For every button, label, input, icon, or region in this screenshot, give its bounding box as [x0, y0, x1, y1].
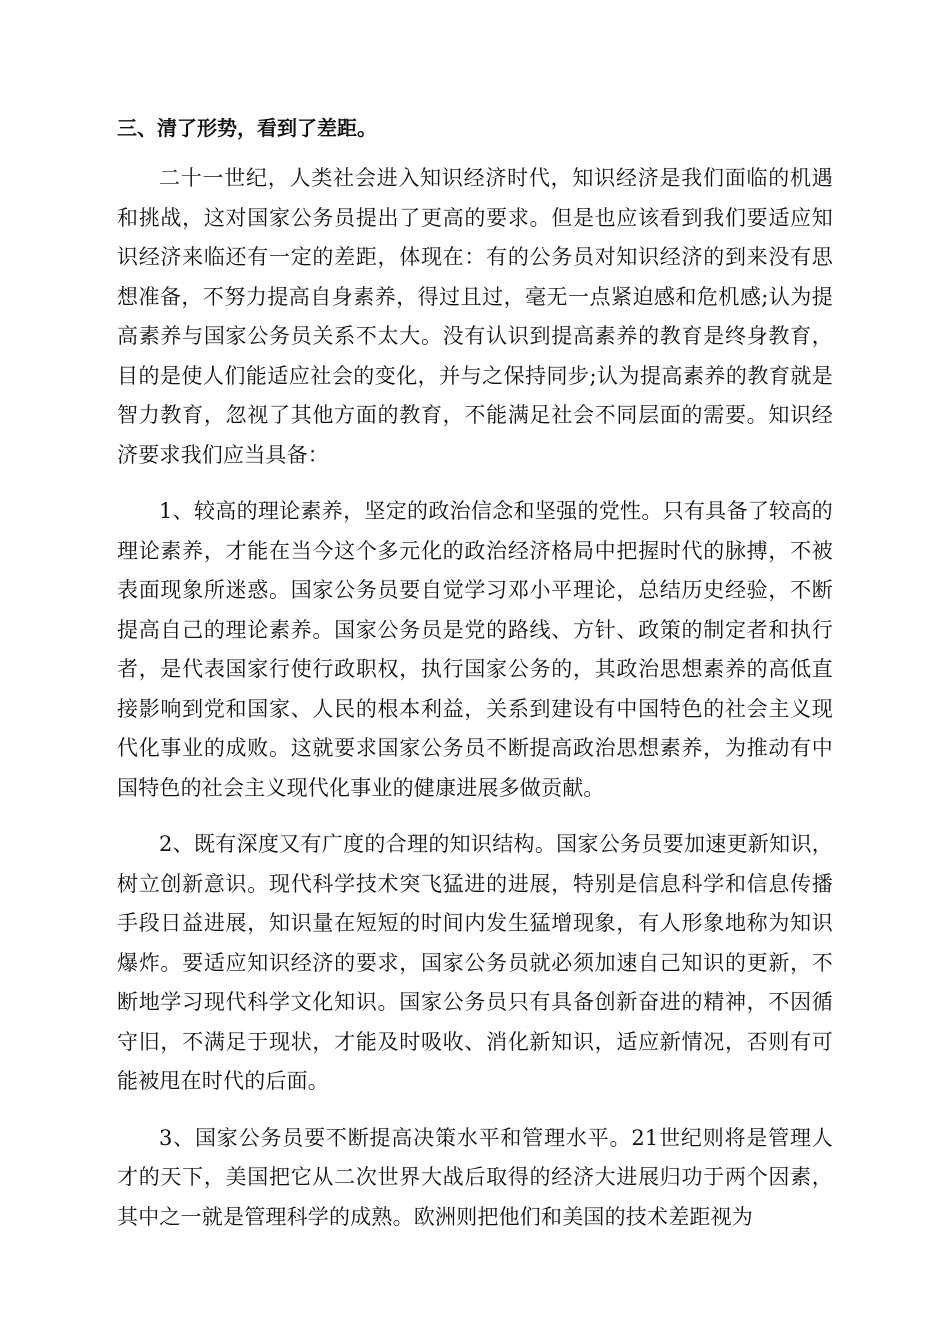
- paragraph-point-1: 1、较高的理论素养，坚定的政治信念和坚强的党性。只有具备了较高的理论素养，才能在当今这个多元化的政治经济格局中把握时代的脉搏，不被表面现象所迷惑。国家公务员要自觉学习邓小平理论，总结历史经验，不断提高自己的理论素养。国家公务员是党的路线、方针、政策的制定者和执行者，是代表国家行使行政职权，执行国家公务的，其政治思想素养的高低直接影响到党和国家、人民的根本利益，关系到建设有中国特色的社会主义现代化事业的成败。这就要求国家公务员不断提高政治思想素养，为推动有中国特色的社会主义现代化事业的健康进展多做贡献。: [117, 499, 833, 800]
- paragraph-point-2: 2、既有深度又有广度的合理的知识结构。国家公务员要加速更新知识，树立创新意识。现代科学技术突飞猛进的进展，特别是信息科学和信息传播手段日益进展，知识量在短短的时间内发生猛增现象，有人形象地称为知识爆炸。要适应知识经济的要求，国家公务员就必须加速自己知识的更新，不断地学习现代科学文化知识。国家公务员只有具备创新奋进的精神，不因循守旧，不满足于现状，才能及时吸收、消化新知识，适应新情况，否则有可能被甩在时代的后面。: [117, 832, 833, 1093]
- document-page: [117, 108, 833, 1237]
- paragraph-intro: 二十一世纪，人类社会进入知识经济时代，知识经济是我们面临的机遇和挑战，这对国家公务员提出了更高的要求。但是也应该看到我们要适应知识经济来临还有一定的差距，体现在：有的公务员对知识经济的到来没有思想准备，不努力提高自身素养，得过且过，毫无一点紧迫感和危机感;认为提高素养与国家公务员关系不太大。没有认识到提高素养的教育是终身教育，目的是使人们能适应社会的变化，并与之保持同步;认为提高素养的教育就是智力教育，忽视了其他方面的教育，不能满足社会不同层面的需要。知识经济要求我们应当具备：: [117, 166, 833, 467]
- section-heading: 三、清了形势，看到了差距。: [117, 116, 377, 140]
- paragraph-point-3: 3、国家公务员要不断提高决策水平和管理水平。21世纪则将是管理人才的天下，美国把它从二次世界大战后取得的经济大进展归功于两个因素，其中之一就是管理科学的成熟。欧洲则把他们和美国的技术差距视为: [117, 1125, 833, 1229]
